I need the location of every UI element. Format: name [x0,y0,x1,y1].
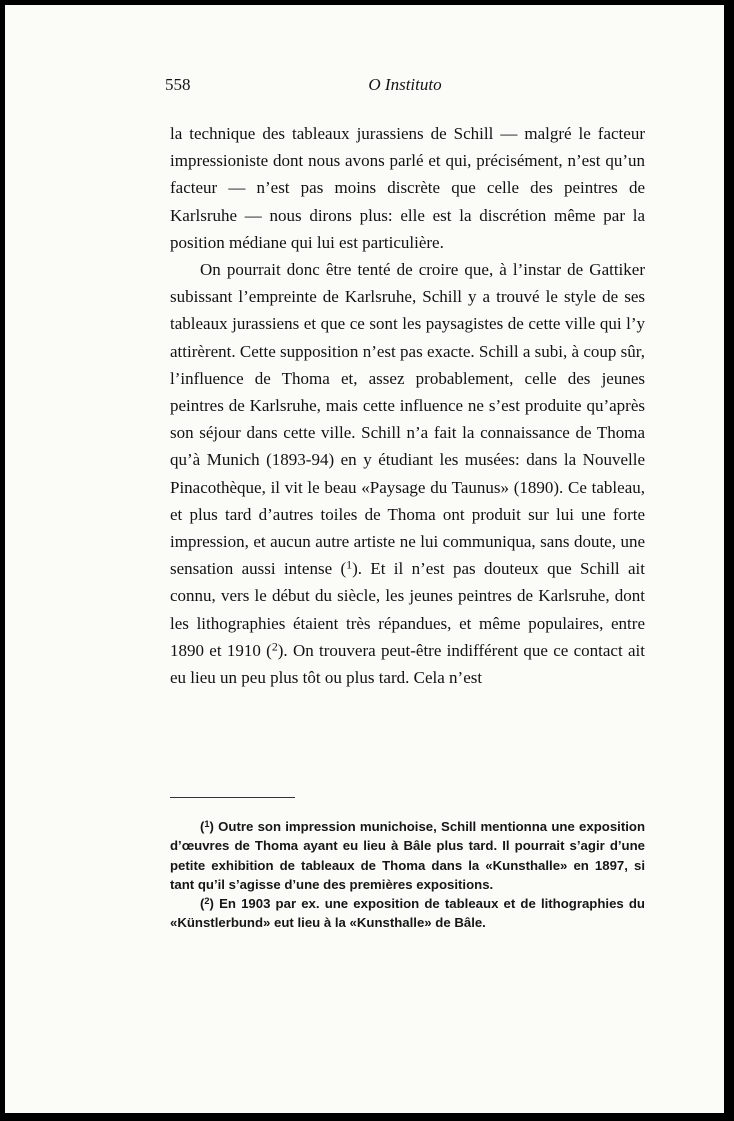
footnote-2-open: ( [200,896,205,912]
footnote-1-text: ) Outre son impression munichoise, Schill mentionna une exposition d’œuvres de Thoma ayant eu lieu à Bâle plus tard. Il pourrait s’agir d’une petite exhibition de tableaux de Thoma dans la «Kunsthalle» en 1897, si tant qu’il s’agisse d’une des premières expositions. [170,819,645,892]
body-text [170,120,645,691]
footnote-divider [170,797,295,798]
footnote-2-mark: 2 [204,896,210,907]
paragraph-1: la technique des tableaux jurassiens de Schill — malgré le facteur impressioniste dont nous avons parlé et qui, précisément, n’est qu’un facteur — n’est pas moins discrète que celle des peintres de Karlsruhe — nous dirons plus: elle est la discrétion même par la position médiane qui lui est particulière. [170,124,645,252]
footnote-1 [170,817,645,894]
footnote-1-open: ( [200,819,205,834]
footnote-1-mark: 1 [204,818,210,829]
footnote-ref-1: 1 [346,557,353,572]
paragraph-2-text-b: ). Et il n’est pas douteux que Schill ait connu, vers le début du siècle, les jeunes peintres de Karlsruhe, dont les lithographies étaient très répandues, et même populaires, entre 1890 et 1910 ( [170,559,645,660]
footnote-2-text: ) En 1903 par ex. une exposition de tableaux et de lithographies du «Künstlerbund» eut lieu à la «Kunsthalle» de Bâle. [170,896,645,931]
paragraph-2 [170,256,645,691]
footnote-ref-2: 2 [271,639,278,654]
footnotes [170,817,645,933]
running-title: O Instituto [368,75,442,94]
footnote-2 [170,894,645,933]
paragraph-2-text-c: ). On trouvera peut-être indifférent que ce contact ait eu lieu un peu plus tôt ou plus tard. Cela n’est [170,640,645,688]
paragraph-2-text-a: On pourrait donc être tenté de croire que, à l’instar de Gattiker subissant l’empreinte de Karlsruhe, Schill y a trouvé le style de ses tableaux jurassiens et que ce sont les paysagistes de cette ville qui l’y attirèrent. Cette supposition n’est pas exacte. Schill a subi, à coup sûr, l’influence de Thoma et, assez probablement, celle des jeunes peintres de Karlsruhe, mais cette influence ne s’est produite qu’après son séjour dans cette ville. Schill n’a fait la connaissance de Thoma qu’à Munich (1893-94) en y étudiant les musées: dans la Nouvelle Pinacothèque, il vit le beau «Paysage du Taunus» (1890). Ce tableau, et plus tard d’autres toiles de Thoma ont produit sur lui une forte impression, et aucun autre artiste ne lui communiqua, sans doute, une sensation aussi intense ( [170,260,645,579]
page [5,5,724,1113]
page-number: 558 [165,75,191,94]
running-header [165,75,645,99]
